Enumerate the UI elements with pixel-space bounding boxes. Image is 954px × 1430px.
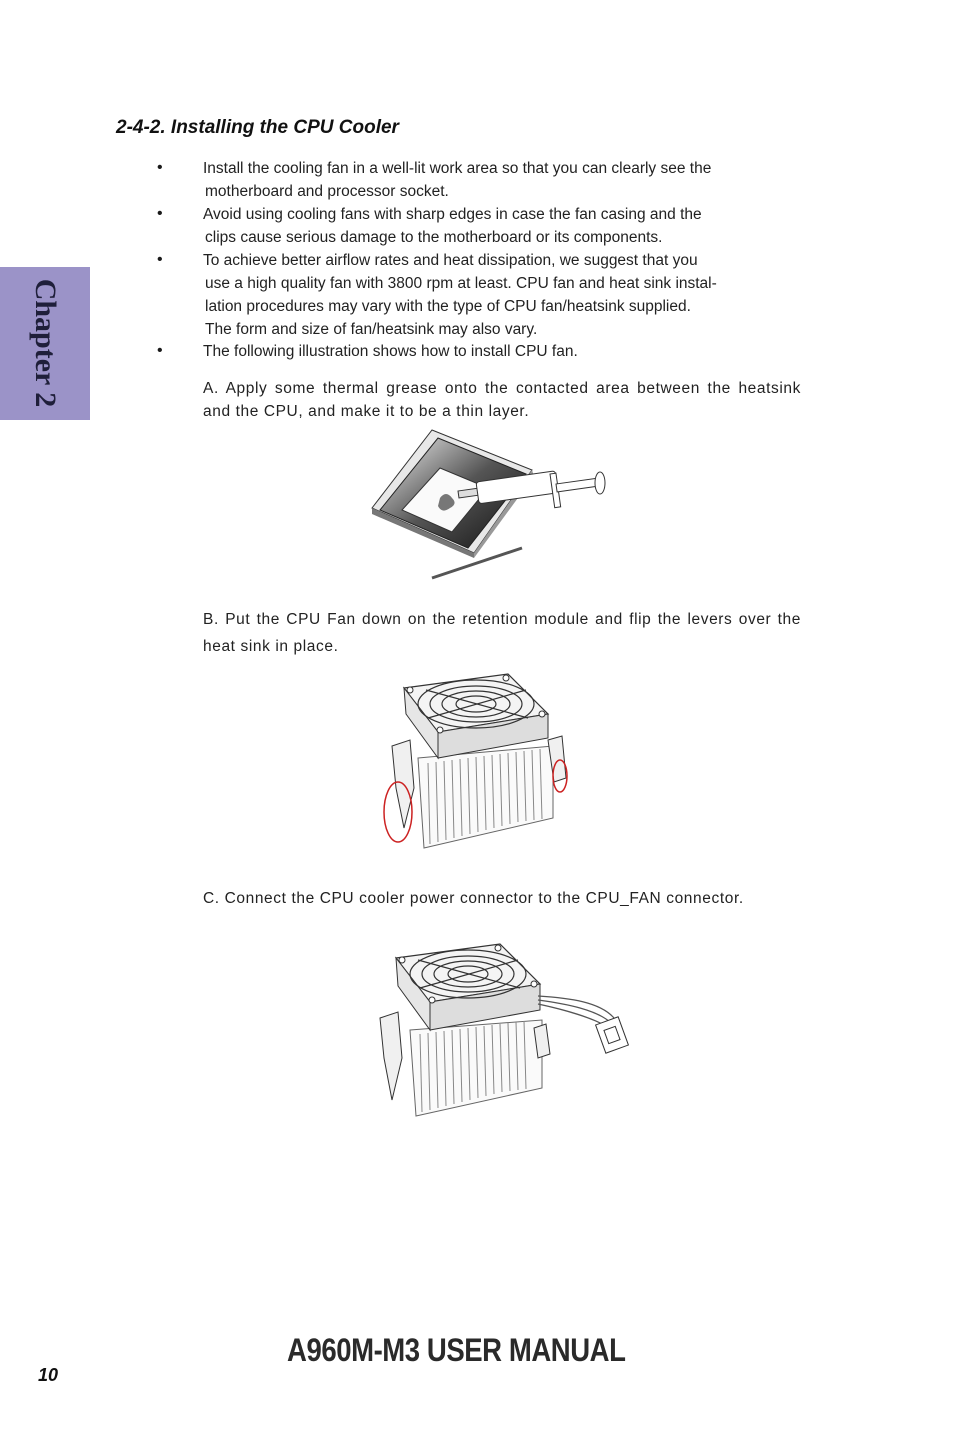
- bullet-icon: •: [157, 342, 163, 359]
- step-a-text: A. Apply some thermal grease onto the contacted area between the heatsink and the CPU, and make it to be a thin layer.: [203, 380, 801, 420]
- step-c-text: C. Connect the CPU cooler power connector to the CPU_FAN connector.: [203, 890, 744, 907]
- step-b-text: B. Put the CPU Fan down on the retention module and flip the levers over the heat sink in place.: [203, 611, 801, 655]
- bullet-line: The form and size of fan/heatsink may also vary.: [205, 321, 538, 338]
- bullet-item-4: [203, 340, 801, 363]
- bullet-item-2: [203, 203, 801, 249]
- bullet-item-3: [203, 249, 801, 341]
- bullet-icon: •: [157, 159, 163, 176]
- bullet-line: motherboard and processor socket.: [205, 183, 449, 200]
- manual-title: A960M-M3 USER MANUAL: [287, 1332, 626, 1368]
- chapter-label: Chapter 2: [29, 278, 62, 408]
- bullet-item-1: [203, 157, 801, 203]
- bullet-line: Install the cooling fan in a well-lit work area so that you can clearly see the: [203, 160, 712, 177]
- bullet-line: To achieve better airflow rates and heat dissipation, we suggest that you: [203, 252, 698, 269]
- bullet-icon: •: [157, 205, 163, 222]
- bullet-icon: •: [157, 251, 163, 268]
- page-number: 10: [38, 1365, 59, 1385]
- thermal-grease-syringe-on-cpu-icon: [362, 428, 612, 586]
- bullet-line: use a high quality fan with 3800 rpm at least. CPU fan and heat sink instal-: [205, 275, 717, 292]
- bullet-line: Avoid using cooling fans with sharp edges in case the fan casing and the: [203, 206, 702, 223]
- bullet-line: The following illustration shows how to install CPU fan.: [203, 343, 578, 360]
- chapter-tab: [0, 267, 90, 420]
- section-title: 2-4-2. Installing the CPU Cooler: [116, 117, 399, 138]
- bullet-line: lation procedures may vary with the type of CPU fan/heatsink supplied.: [205, 298, 691, 315]
- cpu-fan-with-power-cable-icon: [370, 938, 632, 1118]
- cpu-fan-on-retention-module-icon: [378, 668, 578, 854]
- bullet-line: clips cause serious damage to the motherboard or its components.: [205, 229, 663, 246]
